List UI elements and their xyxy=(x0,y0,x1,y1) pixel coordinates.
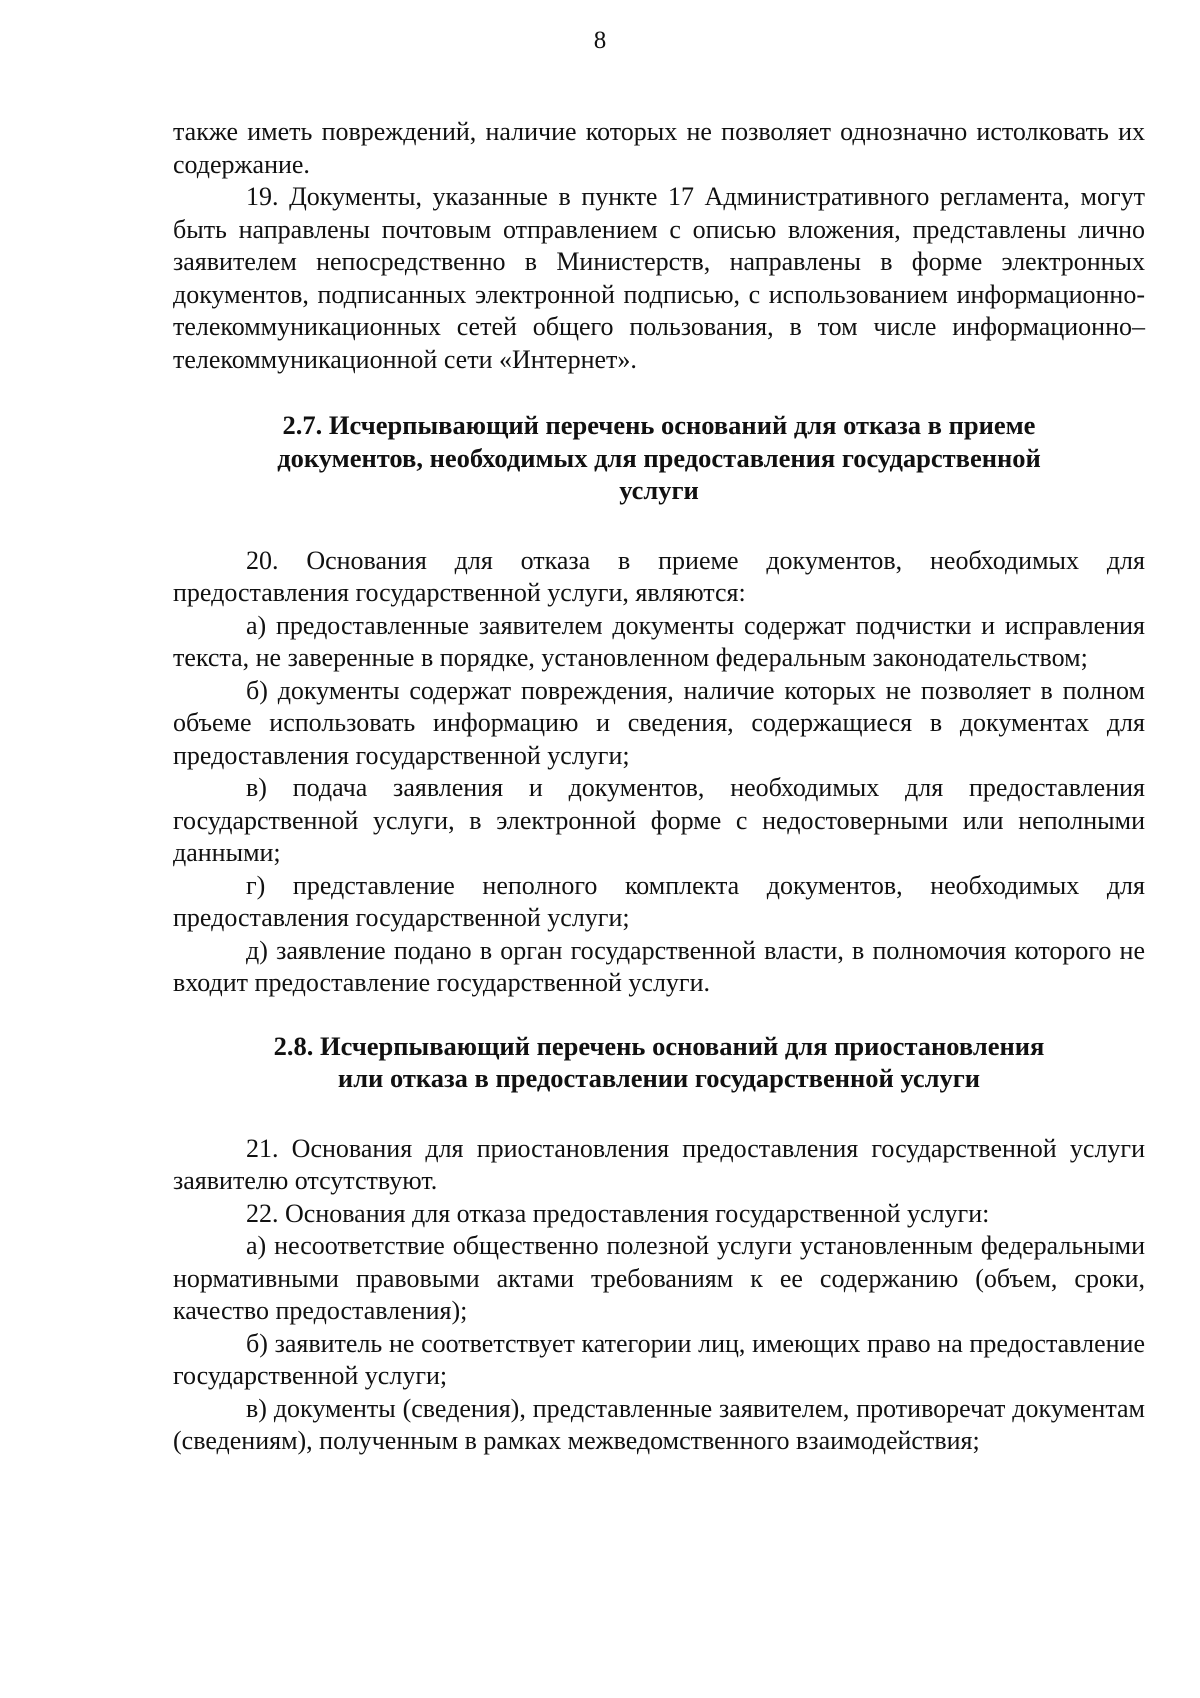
paragraph-continuation: также иметь повреждений, наличие которых не позволяет однозначно истолковать их содержание. xyxy=(173,117,1145,179)
paragraph-item-20-g: г) представление неполного комплекта документов, необходимых для предоставления государственной услуги; xyxy=(173,870,1145,932)
paragraph-item-22-v: в) документы (сведения), представленные заявителем, противоречат документам (сведениям), полученным в рамках межведомственного взаимодействия; xyxy=(173,1393,1145,1455)
heading-line: услуги xyxy=(619,475,699,505)
heading-line: или отказа в предоставлении государственной услуги xyxy=(337,1063,981,1093)
heading-line: 2.8. Исчерпывающий перечень оснований для приостановления xyxy=(273,1030,1045,1061)
paragraph-item-22: 22. Основания для отказа предоставления государственной услуги: xyxy=(246,1198,990,1228)
section-heading-2-8 xyxy=(173,1030,1145,1095)
heading-line: 2.7. Исчерпывающий перечень оснований для отказа в приеме xyxy=(282,410,1036,440)
heading-line: документов, необходимых для предоставления государственной xyxy=(277,442,1041,473)
section-heading-2-7 xyxy=(173,409,1145,507)
paragraph-item-20: 20. Основания для отказа в приеме документов, необходимых для предоставления государственной услуги, являются: xyxy=(173,545,1145,607)
paragraph-item-20-v: в) подача заявления и документов, необходимых для предоставления государственной услуги, в электронной форме с недостоверными или неполными данными; xyxy=(173,773,1145,867)
paragraph-item-22-b: б) заявитель не соответствует категории лиц, имеющих право на предоставление государственной услуги; xyxy=(173,1328,1145,1390)
paragraph-item-21: 21. Основания для приостановления предоставления государственной услуги заявителю отсутствуют. xyxy=(173,1133,1145,1195)
paragraph-item-20-b: б) документы содержат повреждения, наличие которых не позволяет в полном объеме использовать информацию и сведения, содержащиеся в документах для предоставления государственной услуги; xyxy=(173,675,1145,770)
paragraph-item-20-d: д) заявление подано в орган государственной власти, в полномочия которого не входит предоставление государственной услуги. xyxy=(173,935,1145,997)
paragraph-item-19: 19. Документы, указанные в пункте 17 Административного регламента, могут быть направлены почтовым отправлением с описью вложения, представлены лично заявителем непосредственно в Министерств, направлены в форме электронных документов, подписанных электронной подписью, с использованием информационно-телекоммуникационных сетей общего пользования, в том числе информационно–телекоммуникационной сети «Интернет». xyxy=(173,182,1145,374)
page-content xyxy=(173,116,1145,1458)
paragraph-item-20-a: а) предоставленные заявителем документы содержат подчистки и исправления текста, не заверенные в порядке, установленном федеральным законодательством; xyxy=(173,610,1145,672)
paragraph-item-22-a: а) несоответствие общественно полезной услуги установленным федеральными нормативными правовыми актами требованиям к ее содержанию (объем, сроки, качество предоставления); xyxy=(173,1231,1145,1325)
page-number: 8 xyxy=(593,27,607,54)
